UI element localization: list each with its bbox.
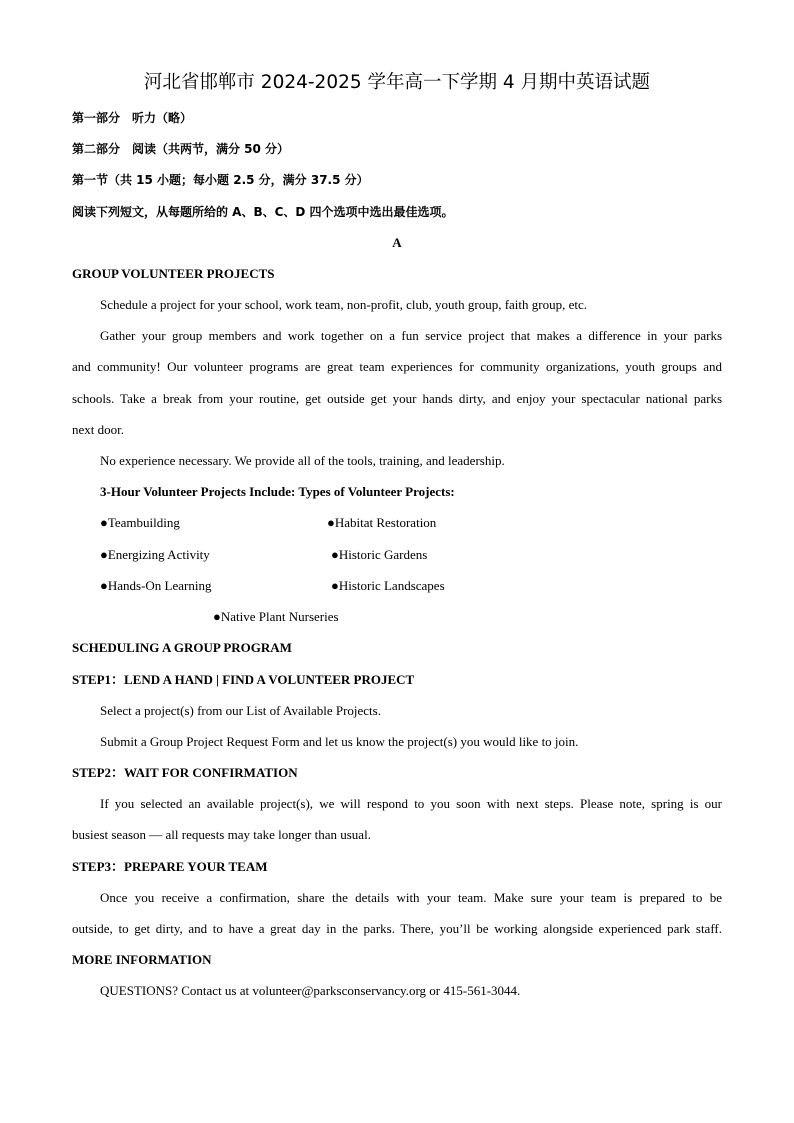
paragraph-gather-line-2: and community! Our volunteer programs are great team experiences for community organizations, youth groups and: [72, 359, 722, 374]
step2-heading: STEP2：WAIT FOR CONFIRMATION: [72, 765, 298, 780]
passage-label: A: [392, 235, 402, 250]
list-item: ●Energizing Activity: [100, 547, 210, 562]
heading-project-types: 3-Hour Volunteer Projects Include: Types of Volunteer Projects:: [100, 484, 455, 499]
heading-scheduling: SCHEDULING A GROUP PROGRAM: [72, 640, 292, 655]
heading-more-information: MORE INFORMATION: [72, 952, 212, 967]
list-item: ●Historic Gardens: [331, 547, 428, 562]
step3-line-2: outside, to get dirty, and to have a great day in the parks. There, you’ll be working alongside experienced park staff.: [72, 921, 722, 936]
step1-line-1: Select a project(s) from our List of Available Projects.: [100, 703, 381, 718]
part2-heading: 第二部分 阅读（共两节，满分 50 分）: [72, 142, 290, 156]
list-item: ●Native Plant Nurseries: [213, 609, 339, 624]
paragraph-gather-line-1: Gather your group members and work together on a fun service project that makes a difference in your parks: [100, 328, 722, 343]
paragraph-schedule: Schedule a project for your school, work team, non-profit, club, youth group, faith group, etc.: [100, 297, 588, 312]
step3-heading: STEP3：PREPARE YOUR TEAM: [72, 859, 268, 874]
section1-heading: 第一节（共 15 小题；每小题 2.5 分，满分 37.5 分）: [72, 173, 369, 187]
step3-line-1: Once you receive a confirmation, share the details with your team. Make sure your team is prepared to be: [100, 890, 722, 905]
list-item: ●Habitat Restoration: [327, 515, 437, 530]
step1-heading: STEP1：LEND A HAND | FIND A VOLUNTEER PROJECT: [72, 672, 415, 687]
paragraph-gather-line-4: next door.: [72, 422, 124, 437]
paragraph-gather-line-3: schools. Take a break from your routine, get outside get your hands dirty, and enjoy your spectacular national parks: [72, 391, 722, 406]
part1-heading: 第一部分 听力（略）: [72, 111, 193, 125]
instruction: 阅读下列短文，从每题所给的 A、B、C、D 四个选项中选出最佳选项。: [72, 205, 454, 219]
page-title: 河北省邯郸市 2024-2025 学年高一下学期 4 月期中英语试题: [143, 72, 651, 93]
heading-group-volunteer-projects: GROUP VOLUNTEER PROJECTS: [72, 266, 275, 281]
contact-line: QUESTIONS? Contact us at volunteer@parksconservancy.org or 415-561-3044.: [100, 983, 521, 998]
paragraph-no-experience: No experience necessary. We provide all of the tools, training, and leadership.: [100, 453, 505, 468]
step1-line-2: Submit a Group Project Request Form and let us know the project(s) you would like to join.: [100, 734, 579, 749]
list-item: ●Teambuilding: [100, 515, 180, 530]
list-item: ●Historic Landscapes: [331, 578, 445, 593]
step2-line-2: busiest season — all requests may take longer than usual.: [72, 827, 371, 842]
list-item: ●Hands-On Learning: [100, 578, 212, 593]
step2-line-1: If you selected an available project(s), we will respond to you soon with next steps. Please note, spring is our: [100, 796, 722, 811]
